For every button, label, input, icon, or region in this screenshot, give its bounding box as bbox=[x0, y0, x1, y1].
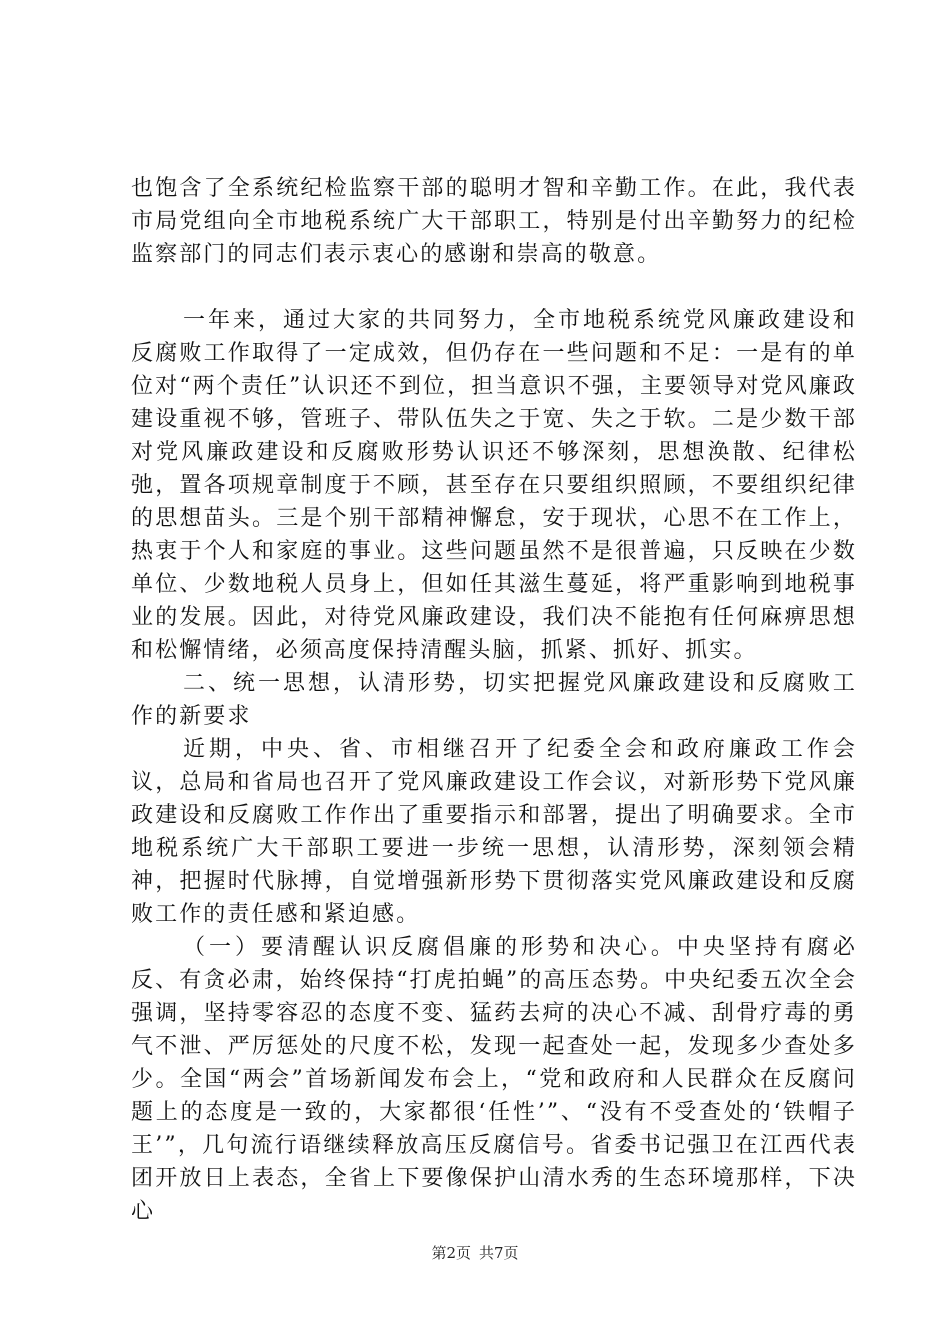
page-footer bbox=[0, 1242, 950, 1263]
paragraph-subsection-one: （一）要清醒认识反腐倡廉的形势和决心。中央坚持有腐必反、有贪必肃，始终保持“打虎拍蝇”的高压态势。中央纪委五次全会强调，坚持零容忍的态度不变、猛药去疴的决心不减、刮骨疗毒的勇气不泄、严厉惩处的尺度不松，发现一起查处一起，发现多少查处多少。全国“两会”首场新闻发布会上，“党和政府和人民群众在反腐问题上的态度是一致的，大家都很‘任性’”、“没有不受查处的‘铁帽子王’”，几句流行语继续释放高压反腐信号。省委书记强卫在江西代表团开放日上表态，全省上下要像保护山清水秀的生态环境那样，下决心 bbox=[131, 935, 857, 1224]
page-number: 第2页 bbox=[431, 1244, 471, 1262]
paragraph-problems: 一年来，通过大家的共同努力，全市地税系统党风廉政建设和反腐败工作取得了一定成效，但仍存在一些问题和不足：一是有的单位对“两个责任”认识还不到位，担当意识不强，主要领导对党风廉政建设重视不够，管班子、带队伍失之于宽、失之于软。二是少数干部对党风廉政建设和反腐败形势认识还不够深刻，思想涣散、纪律松弛，置各项规章制度于不顾，甚至存在只要组织照顾，不要组织纪律的思想苗头。三是个别干部精神懈怠，安于现状，心思不在工作上，热衷于个人和家庭的事业。这些问题虽然不是很普遍，只反映在少数单位、少数地税人员身上，但如任其滋生蔓延，将严重影响到地税事业的发展。因此，对待党风廉政建设，我们决不能抱有任何麻痹思想和松懈情绪，必须高度保持清醒头脑，抓紧、抓好、抓实。 bbox=[131, 308, 857, 663]
paragraph-recent-meetings: 近期，中央、省、市相继召开了纪委全会和政府廉政工作会议，总局和省局也召开了党风廉政建设工作会议，对新形势下党风廉政建设和反腐败工作作出了重要指示和部署，提出了明确要求。全市地税系统广大干部职工要进一步统一思想，认清形势，深刻领会精神，把握时代脉搏，自觉增强新形势下贯彻落实党风廉政建设和反腐败工作的责任感和紧迫感。 bbox=[131, 737, 857, 927]
document-body bbox=[131, 172, 857, 1228]
paragraph-continuation: 也饱含了全系统纪检监察干部的聪明才智和辛勤工作。在此，我代表市局党组向全市地税系统广大干部职工，特别是付出辛勤努力的纪检监察部门的同志们表示衷心的感谢和崇高的敬意。 bbox=[131, 176, 857, 267]
section-heading: 二、统一思想，认清形势，切实把握党风廉政建设和反腐败工作的新要求 bbox=[131, 671, 857, 729]
paragraph-gap bbox=[131, 271, 857, 304]
page-total: 共7页 bbox=[479, 1244, 519, 1262]
